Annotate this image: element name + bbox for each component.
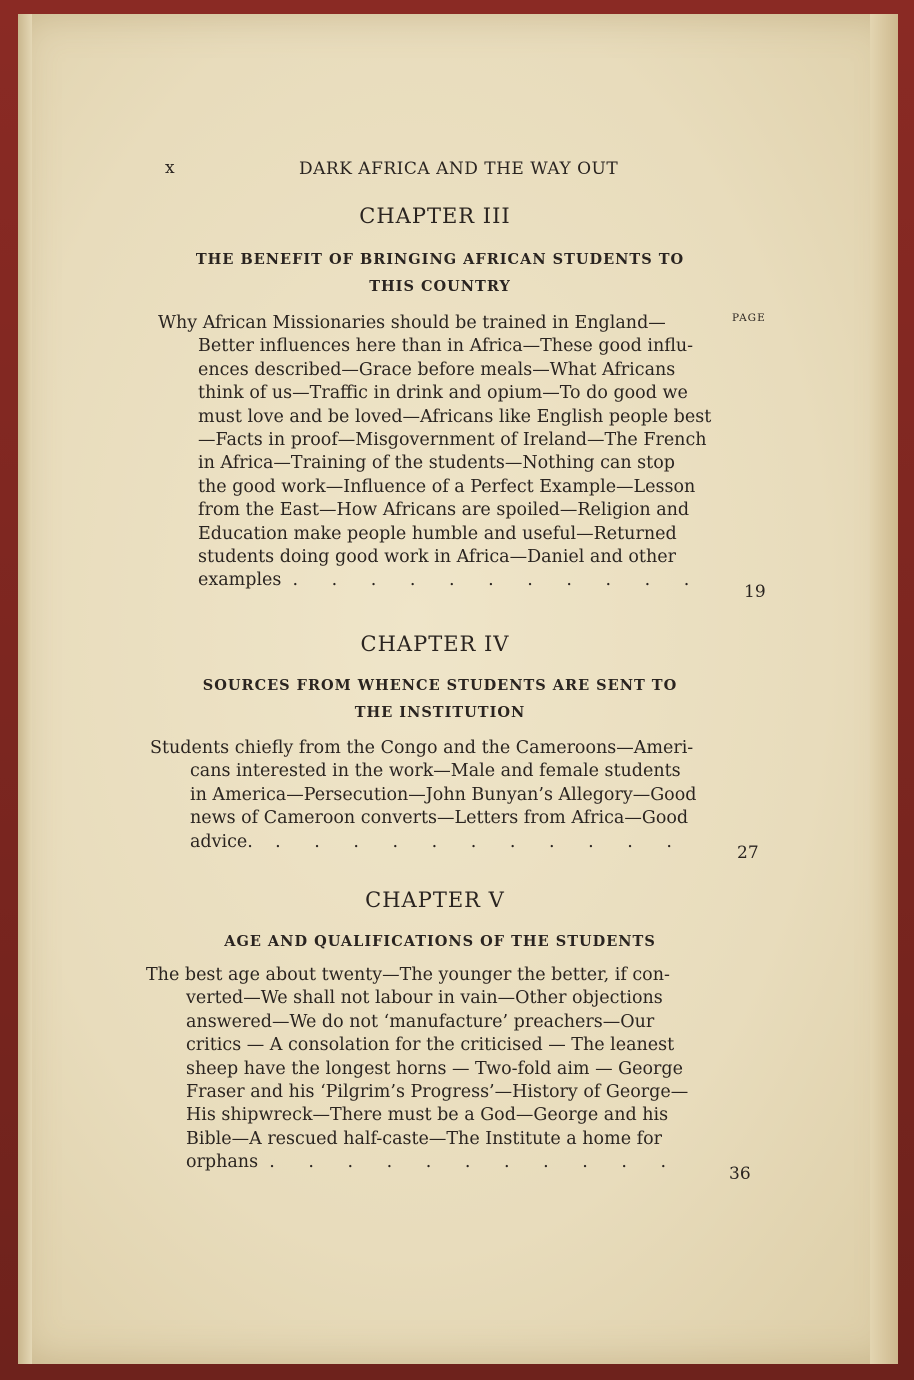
summary-last-words: orphans [186,1152,259,1173]
summary-line: cans interested in the work—Male and female students [190,761,681,782]
summary-line: His shipwreck—There must be a God—George and his [186,1105,669,1126]
page-fore-edge [870,14,898,1364]
chapter-heading: CHAPTER III [359,204,511,228]
running-title: DARK AFRICA AND THE WAY OUT [299,159,619,179]
summary-line: answered—We do not ‘manufacture’ preachers—Our [186,1011,655,1032]
folio-number: x [165,158,176,178]
chapter-subtitle [150,246,730,300]
summary-line: sheep have the longest horns — Two-fold aim — George [186,1058,683,1079]
dot-leader: . . . . . . . . . . . [269,1152,681,1173]
chapter-subtitle-line: THIS COUNTRY [369,278,511,295]
summary-line: The best age about twenty—The younger the better, if con- [146,965,670,985]
dot-leader: . . . . . . . . . . . [275,831,686,852]
summary-line: students doing good work in Africa—Daniel and other [198,547,676,568]
chapter-subtitle-line: THE BENEFIT OF BRINGING AFRICAN STUDENTS TO [195,251,685,268]
chapter-subtitle [150,672,730,726]
chapter-subtitle-line: THE INSTITUTION [354,704,526,721]
chapter-subtitle-line: AGE AND QUALIFICATIONS OF THE STUDENTS [224,933,656,950]
chapter-subtitle-line: SOURCES FROM WHENCE STUDENTS ARE SENT TO [202,677,678,694]
summary-line: must love and be loved—Africans like English people best [198,406,712,427]
summary-line: ences described—Grace before meals—What Africans [198,359,676,380]
summary-line: Bible—A rescued half-caste—The Institute a home for [186,1128,662,1149]
summary-line [146,1151,704,1174]
summary-line: in Africa—Training of the students—Nothing can stop [198,453,675,474]
summary-line: —Facts in proof—Misgovernment of Ireland—The French [198,430,707,451]
summary-last-words: examples [198,570,282,591]
summary-line [158,569,716,592]
page-gutter [18,14,32,1364]
dot-leader: . . . . . . . . . . . [292,570,704,591]
page-column-label: PAGE [732,312,766,324]
summary-line: think of us—Traffic in drink and opium—To do good we [198,383,688,404]
chapter-page-number: 19 [744,582,766,602]
chapter-summary [146,964,704,1175]
summary-line: verted—We shall not labour in vain—Other objections [186,988,663,1009]
chapter-page-number: 36 [729,1164,751,1184]
summary-last-words: advice. [190,831,253,852]
summary-line: the good work—Influence of a Perfect Example—Lesson [198,476,696,497]
summary-line: Students chiefly from the Congo and the Cameroons—Ameri- [150,738,694,758]
summary-line: news of Cameroon converts—Letters from Africa—Good [190,808,689,829]
summary-line: in America—Persecution—John Bunyan’s Allegory—Good [190,784,697,805]
chapter-summary [150,737,708,854]
summary-line: Better influences here than in Africa—These good influ- [198,336,694,357]
chapter-subtitle [150,928,730,955]
summary-line: Fraser and his ‘Pilgrim’s Progress’—History of George— [186,1082,689,1103]
summary-line: Education make people humble and useful—Returned [198,523,677,544]
summary-line [150,831,708,854]
chapter-heading: CHAPTER IV [360,632,510,656]
summary-line: critics — A consolation for the criticised — The leanest [186,1035,675,1056]
summary-line: Why African Missionaries should be trained in England— [158,313,666,333]
chapter-heading: CHAPTER V [365,888,505,912]
summary-line: from the East—How Africans are spoiled—Religion and [198,500,690,521]
chapter-page-number: 27 [737,843,759,863]
chapter-summary [158,312,716,593]
